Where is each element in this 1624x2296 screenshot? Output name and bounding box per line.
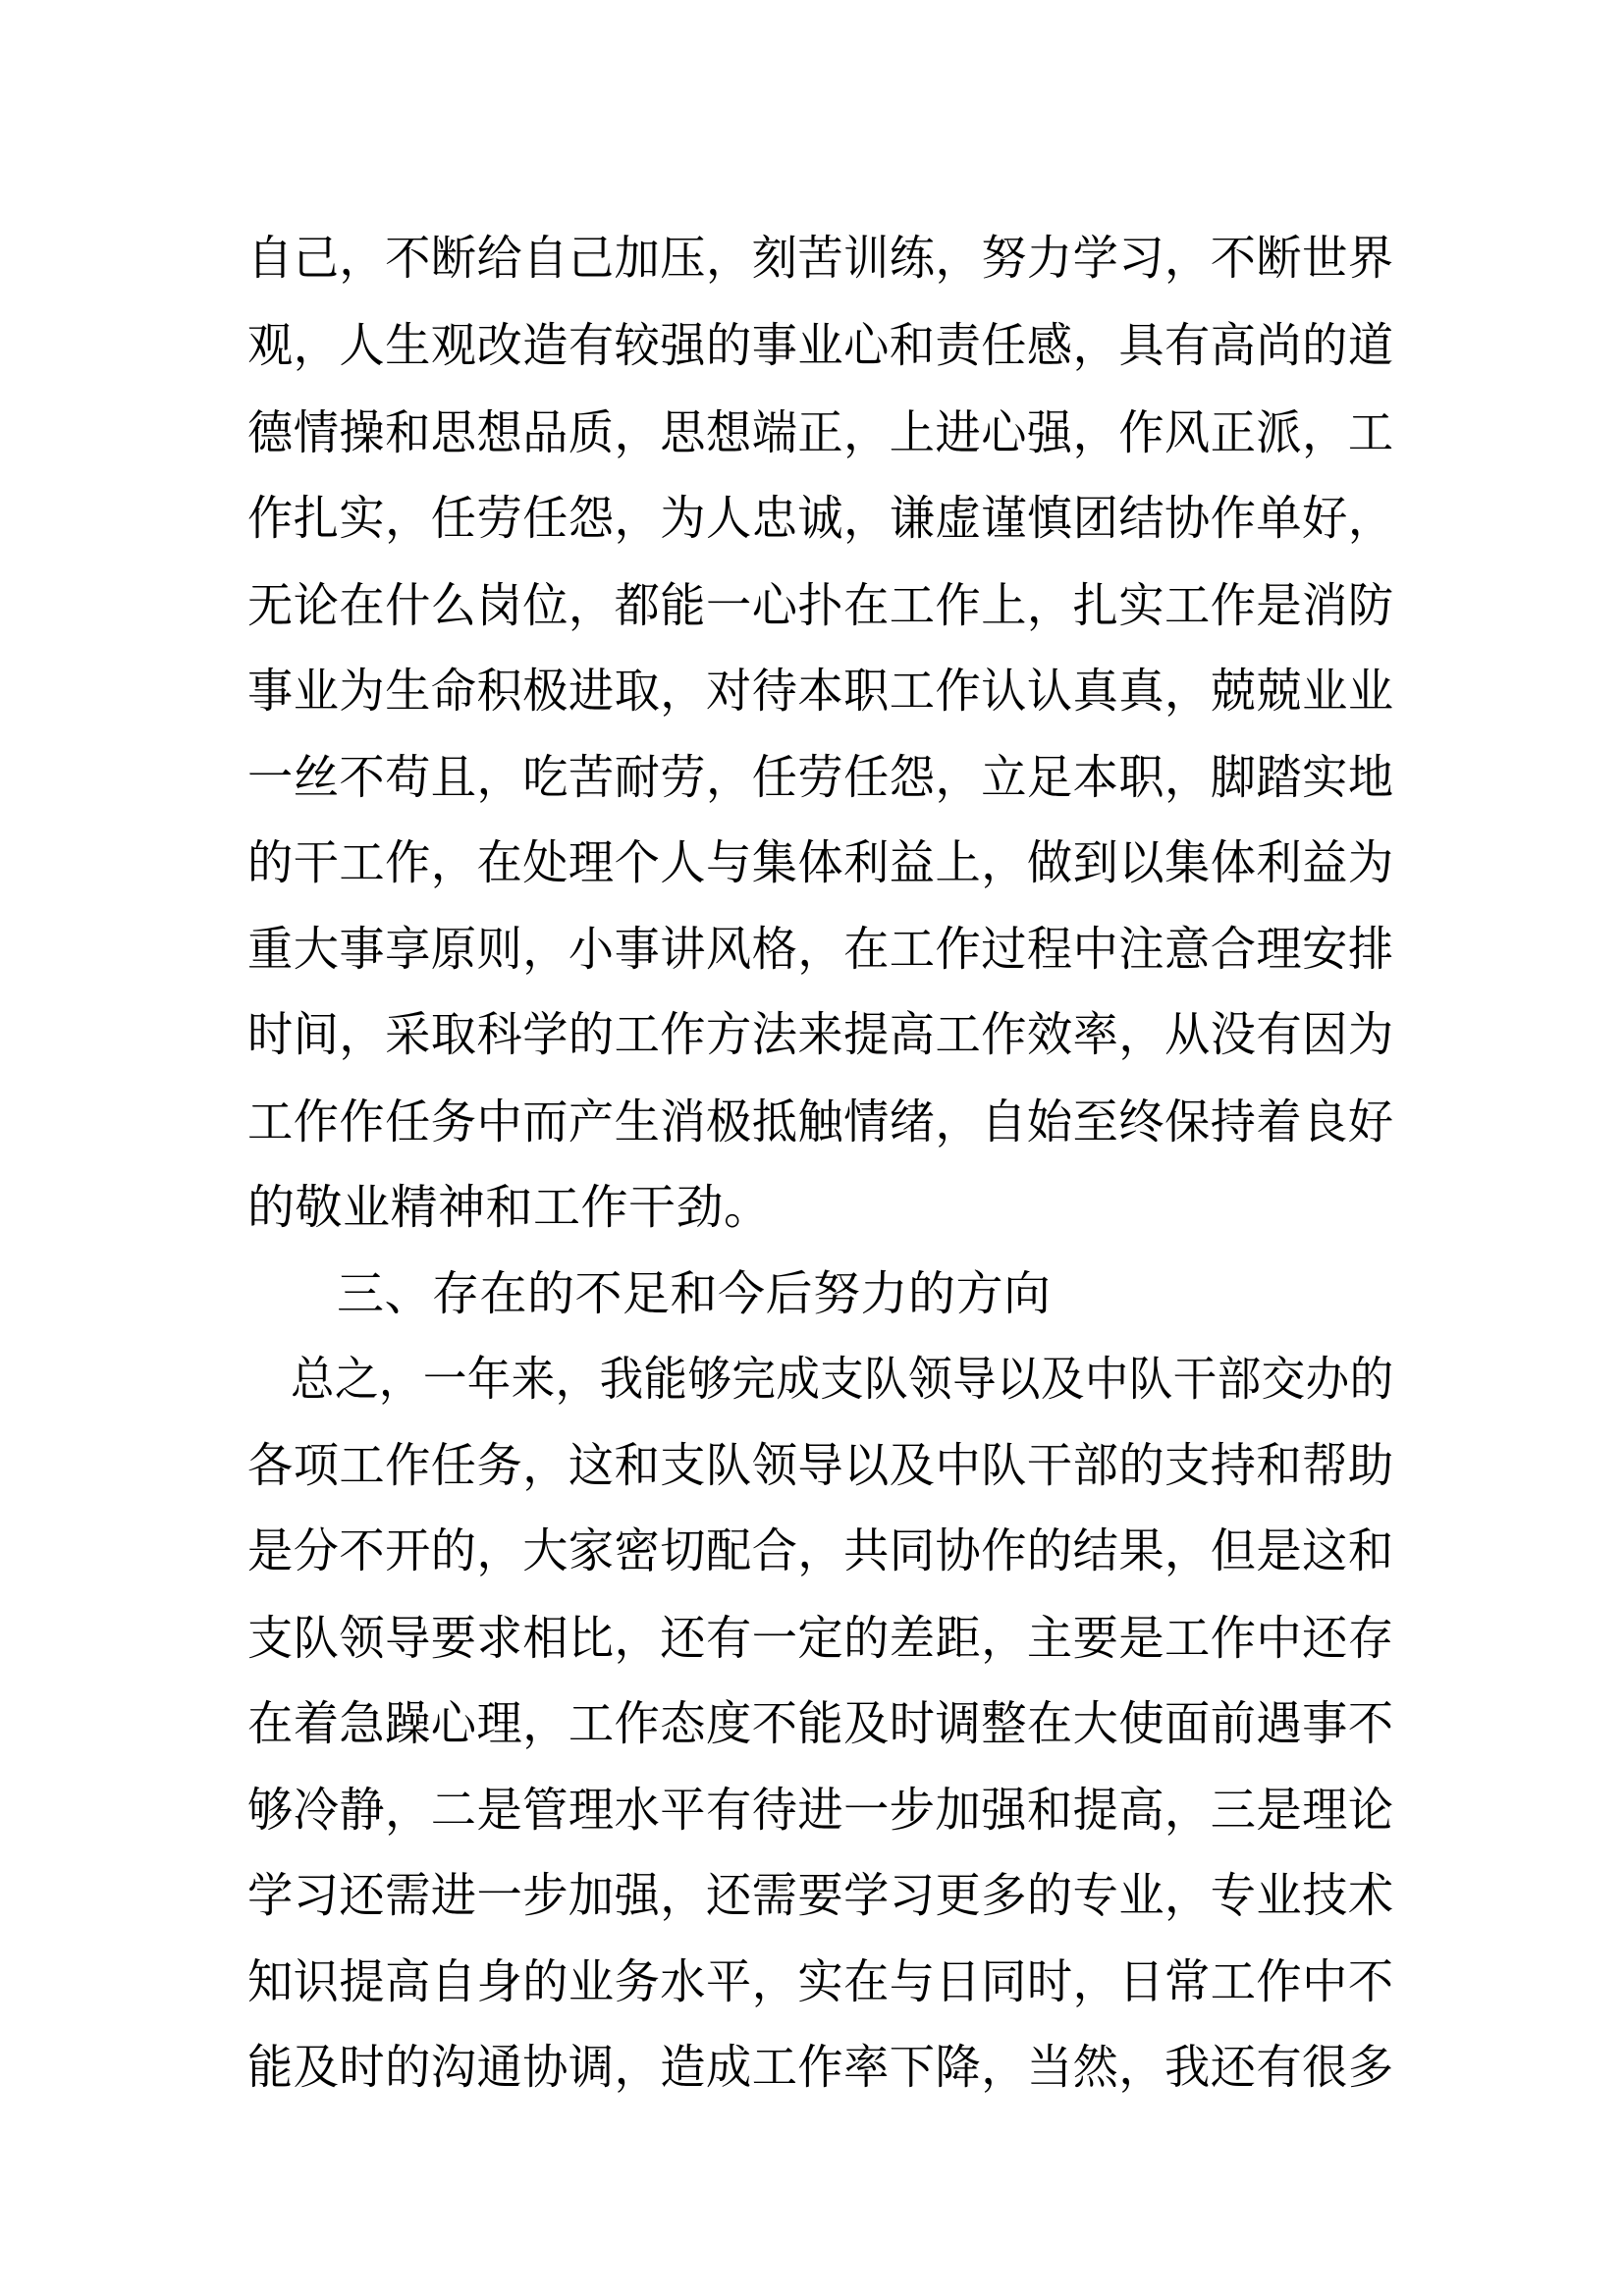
text-line: 各项工作任务，这和支队领导以及中队干部的支持和帮助 <box>247 1438 1394 1493</box>
text-line: 的干工作，在处理个人与集体利益上，做到以集体利益为 <box>247 835 1394 890</box>
section-heading: 三、存在的不足和今后努力的方向 <box>337 1266 1052 1321</box>
text-line: 作扎实，任劳任怨，为人忠诚，谦虚谨慎团结协作单好， <box>247 491 1394 546</box>
text-line: 时间，采取科学的工作方法来提高工作效率，从没有因为 <box>247 1007 1394 1062</box>
text-line: 德情操和思想品质，思想端正，上进心强，作风正派，工 <box>247 405 1394 460</box>
text-line: 事业为生命积极进取，对待本职工作认认真真，兢兢业业 <box>247 664 1394 719</box>
text-line: 够冷静，二是管理水平有待进一步加强和提高，三是理论 <box>247 1783 1394 1838</box>
text-line: 能及时的沟通协调，造成工作率下降，当然，我还有很多 <box>247 2040 1394 2095</box>
text-line: 学习还需进一步加强，还需要学习更多的专业，专业技术 <box>247 1868 1394 1923</box>
text-line: 总之，一年来，我能够完成支队领导以及中队干部交办的 <box>291 1352 1394 1407</box>
text-line: 知识提高自身的业务水平，实在与日同时，日常工作中不 <box>247 1954 1394 2009</box>
text-line: 支队领导要求相比，还有一定的差距，主要是工作中还存 <box>247 1611 1394 1666</box>
text-line: 工作作任务中而产生消极抵触情绪，自始至终保持着良好 <box>247 1095 1394 1149</box>
text-line: 的敬业精神和工作干劲。 <box>247 1180 772 1235</box>
text-line: 无论在什么岗位，都能一心扑在工作上，扎实工作是消防 <box>247 578 1394 633</box>
text-line: 自己，不断给自己加压，刻苦训练，努力学习，不断世界 <box>247 231 1394 286</box>
text-line: 重大事享原则，小事讲风格，在工作过程中注意合理安排 <box>247 922 1394 977</box>
text-line: 观，人生观改造有较强的事业心和责任感，具有高尚的道 <box>247 318 1394 373</box>
text-line: 在着急躁心理，工作态度不能及时调整在大使面前遇事不 <box>247 1696 1394 1751</box>
text-line: 是分不开的，大家密切配合，共同协作的结果，但是这和 <box>247 1523 1394 1578</box>
text-line: 一丝不苟且，吃苦耐劳，任劳任怨，立足本职，脚踏实地 <box>247 750 1394 805</box>
